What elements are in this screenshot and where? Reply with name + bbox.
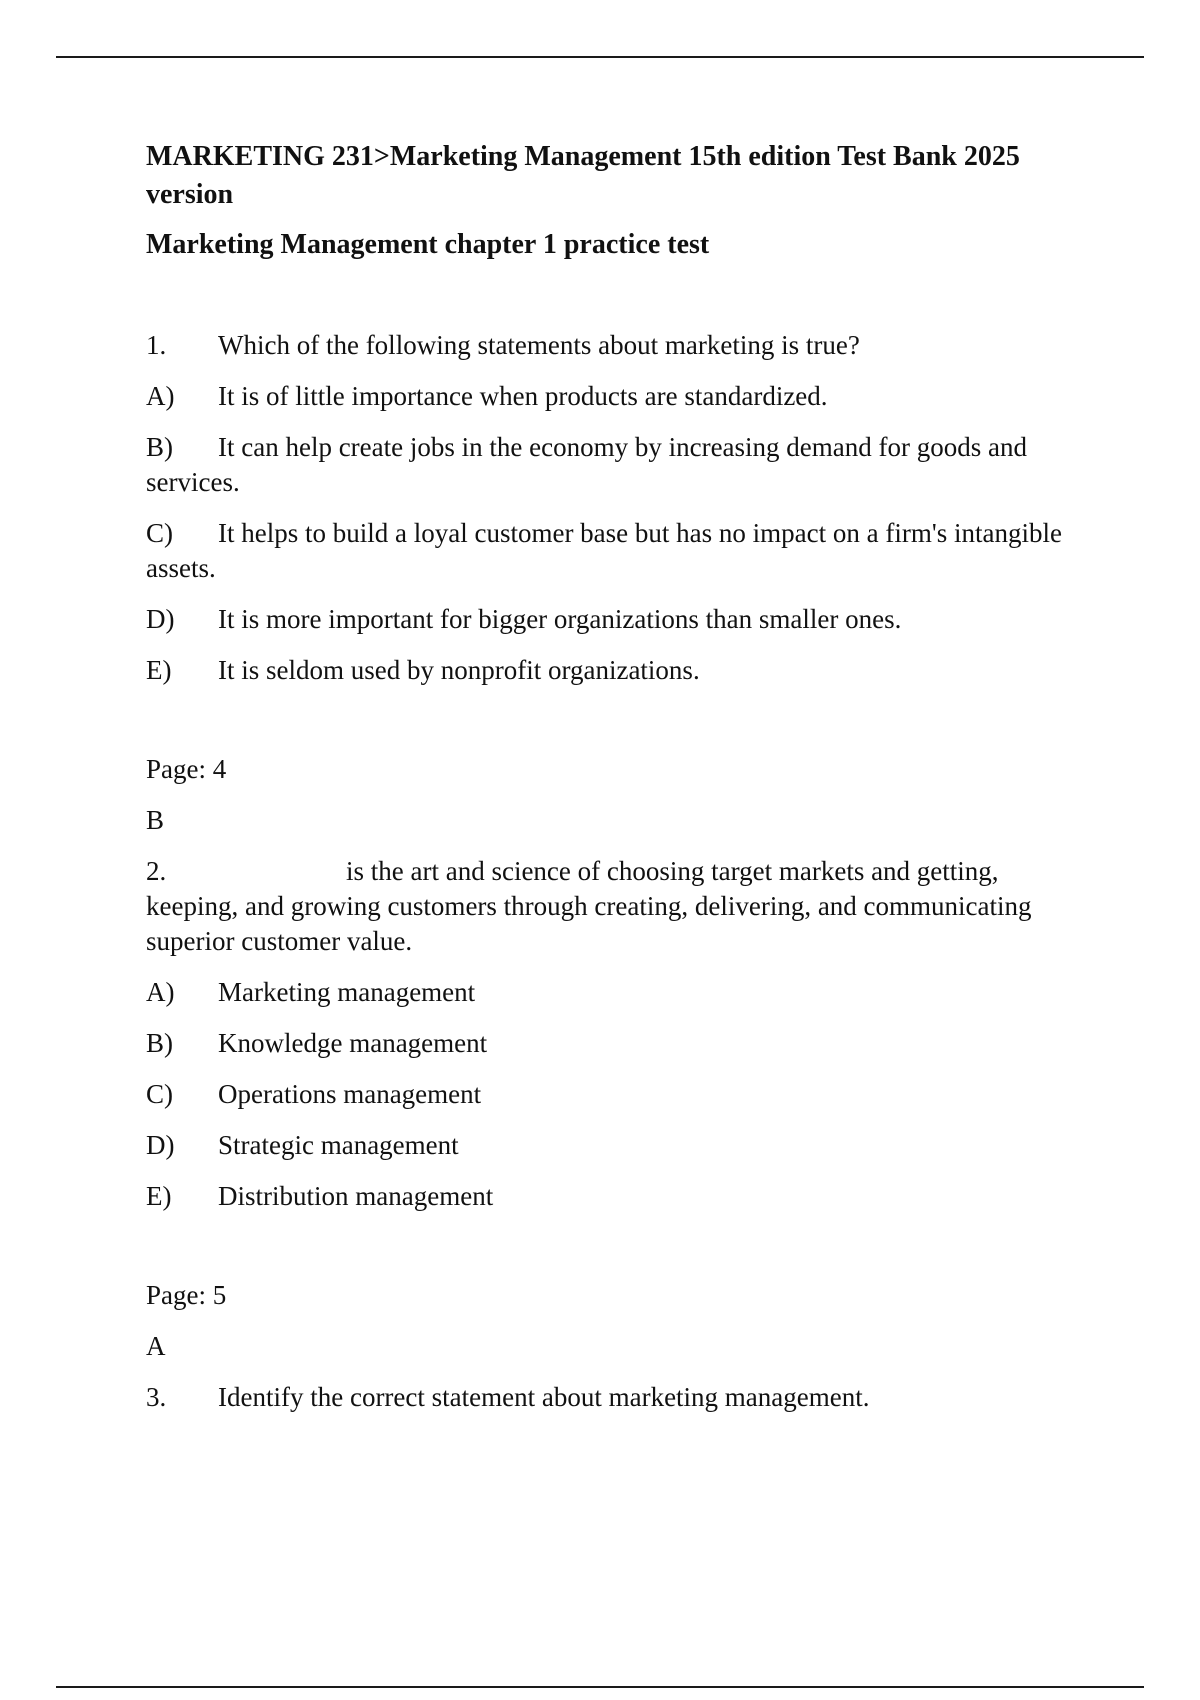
option-d	[146, 1128, 1086, 1163]
option-label: B)	[146, 1028, 173, 1058]
option-e	[146, 1179, 1086, 1214]
document-subtitle: Marketing Management chapter 1 practice test	[146, 229, 710, 260]
option-e	[146, 653, 1086, 688]
option-label: D)	[146, 1130, 175, 1160]
document-body	[146, 138, 1086, 1431]
option-b	[146, 430, 1086, 500]
question-1	[146, 328, 1086, 838]
bottom-rule	[56, 1686, 1144, 1688]
question-number: 3.	[146, 1382, 167, 1412]
option-text: Knowledge management	[218, 1028, 488, 1058]
question-3	[146, 1380, 1086, 1415]
option-a	[146, 975, 1086, 1010]
option-label: C)	[146, 518, 173, 548]
answer-key: B	[146, 805, 165, 835]
option-label: B)	[146, 432, 173, 462]
option-label: E)	[146, 1181, 172, 1211]
question-text: is the art and science of choosing target markets and getting, keeping, and growing customers through creating, delivering, and communicating superior customer value.	[146, 856, 1032, 956]
question-2	[146, 854, 1086, 1364]
option-text: It helps to build a loyal customer base but has no impact on a firm's intangible assets.	[146, 518, 1062, 583]
top-rule	[56, 56, 1144, 58]
answer-key: A	[146, 1331, 166, 1361]
question-1-stem	[146, 328, 1086, 363]
option-label: D)	[146, 604, 175, 634]
option-c	[146, 516, 1086, 586]
question-text: Which of the following statements about marketing is true?	[218, 330, 860, 360]
question-number: 1.	[146, 330, 167, 360]
option-text: It is seldom used by nonprofit organizations.	[218, 655, 700, 685]
page-reference: Page: 5	[146, 1280, 227, 1310]
option-label: A)	[146, 381, 175, 411]
option-d	[146, 602, 1086, 637]
option-label: A)	[146, 977, 175, 1007]
question-2-stem	[146, 854, 1086, 959]
option-text: Marketing management	[218, 977, 476, 1007]
option-text: Distribution management	[218, 1181, 494, 1211]
option-label: C)	[146, 1079, 173, 1109]
option-c	[146, 1077, 1086, 1112]
option-b	[146, 1026, 1086, 1061]
page-reference: Page: 4	[146, 754, 227, 784]
document-title: MARKETING 231>Marketing Management 15th edition Test Bank 2025 version	[146, 141, 1020, 210]
option-text: Strategic management	[218, 1130, 459, 1160]
option-text: It is of little importance when products are standardized.	[218, 381, 828, 411]
question-3-stem	[146, 1380, 1086, 1415]
question-text: Identify the correct statement about marketing management.	[218, 1382, 870, 1412]
question-number: 2.	[146, 856, 167, 886]
option-text: It can help create jobs in the economy by increasing demand for goods and services.	[146, 432, 1027, 497]
option-text: It is more important for bigger organizations than smaller ones.	[218, 604, 902, 634]
option-a	[146, 379, 1086, 414]
option-label: E)	[146, 655, 172, 685]
option-text: Operations management	[218, 1079, 482, 1109]
